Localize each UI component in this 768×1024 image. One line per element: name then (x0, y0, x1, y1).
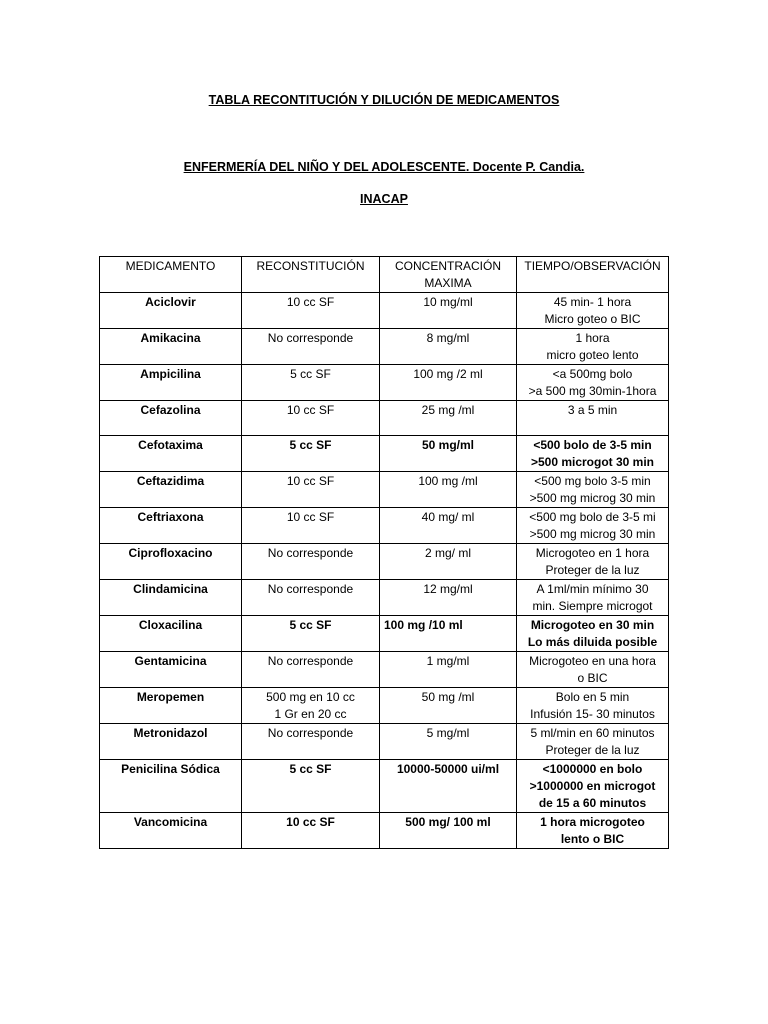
header-concentracion-line1: CONCENTRACIÓN (394, 259, 501, 273)
observacion-line: min. Siempre microgot (532, 599, 653, 613)
cell-reconstitucion: 10 cc SF (242, 472, 380, 508)
table-row (100, 688, 669, 724)
cell-observacion (517, 293, 669, 329)
observacion-line: 45 min- 1 hora (553, 295, 632, 309)
document-subtitle: ENFERMERÍA DEL NIÑO Y DEL ADOLESCENTE. Docente P. Candia. (183, 160, 585, 174)
cell-reconstitucion: No corresponde (242, 329, 380, 365)
cell-medicamento: Meropemen (100, 688, 242, 724)
document-title: TABLA RECONTITUCIÓN Y DILUCIÓN DE MEDICAMENTOS (208, 93, 560, 107)
table-header-row (100, 257, 669, 293)
observacion-line: de 15 a 60 minutos (538, 796, 647, 810)
cell-medicamento: Ceftriaxona (100, 508, 242, 544)
cell-observacion (517, 616, 669, 652)
table-row (100, 365, 669, 401)
observacion-line: Proteger de la luz (545, 563, 640, 577)
cell-reconstitucion: No corresponde (242, 724, 380, 760)
observacion-line: <a 500mg bolo (552, 367, 633, 381)
cell-medicamento: Amikacina (100, 329, 242, 365)
table-row (100, 329, 669, 365)
table-row (100, 508, 669, 544)
observacion-line: >500 microgot 30 min (530, 455, 655, 469)
observacion-line: 1 hora microgoteo (540, 815, 645, 829)
cell-observacion (517, 401, 669, 436)
table-row (100, 544, 669, 580)
institution-name: INACAP (360, 192, 408, 206)
cell-concentracion: 40 mg/ ml (380, 508, 517, 544)
observacion-line: 1 hora (575, 331, 610, 345)
cell-observacion (517, 365, 669, 401)
cell-concentracion: 10000-50000 ui/ml (380, 760, 517, 813)
observacion-line: Microgoteo en una hora (529, 654, 656, 668)
table-row (100, 652, 669, 688)
cell-concentracion: 8 mg/ml (380, 329, 517, 365)
cell-observacion (517, 724, 669, 760)
observacion-line: >500 mg microg 30 min (529, 527, 656, 541)
cell-concentracion: 25 mg /ml (380, 401, 517, 436)
observacion-line: >a 500 mg 30min-1hora (528, 384, 657, 398)
table-row (100, 436, 669, 472)
table-row (100, 293, 669, 329)
cell-concentracion: 50 mg /ml (380, 688, 517, 724)
cell-observacion (517, 580, 669, 616)
reconstitucion-line: 500 mg en 10 cc (266, 690, 355, 704)
cell-medicamento: Cefotaxima (100, 436, 242, 472)
cell-medicamento: Cefazolina (100, 401, 242, 436)
cell-reconstitucion: No corresponde (242, 580, 380, 616)
table-row (100, 580, 669, 616)
cell-medicamento: Gentamicina (100, 652, 242, 688)
observacion-line: Proteger de la luz (545, 743, 640, 757)
cell-concentracion: 1 mg/ml (380, 652, 517, 688)
header-concentracion (380, 257, 517, 293)
cell-concentracion: 12 mg/ml (380, 580, 517, 616)
cell-concentracion: 50 mg/ml (380, 436, 517, 472)
observacion-line: Microgoteo en 30 min (530, 618, 655, 632)
table-row (100, 724, 669, 760)
table-row (100, 760, 669, 813)
observacion-line: o BIC (577, 671, 608, 685)
cell-medicamento: Clindamicina (100, 580, 242, 616)
cell-medicamento: Aciclovir (100, 293, 242, 329)
cell-reconstitucion: 10 cc SF (242, 813, 380, 849)
observacion-line: >1000000 en microgot (529, 779, 656, 793)
observacion-line: <500 bolo de 3-5 min (533, 438, 652, 452)
cell-medicamento: Cloxacilina (100, 616, 242, 652)
cell-reconstitucion: 5 cc SF (242, 616, 380, 652)
cell-reconstitucion: No corresponde (242, 544, 380, 580)
reconstitucion-line: 1 Gr en 20 cc (274, 707, 347, 721)
medication-table (99, 256, 669, 849)
cell-concentracion: 10 mg/ml (380, 293, 517, 329)
observacion-line: Micro goteo o BIC (544, 312, 641, 326)
cell-medicamento: Ceftazidima (100, 472, 242, 508)
cell-observacion (517, 813, 669, 849)
observacion-line: <500 mg bolo 3-5 min (534, 474, 651, 488)
cell-concentracion: 100 mg /ml (380, 472, 517, 508)
observacion-line: Microgoteo en 1 hora (535, 546, 650, 560)
header-reconstitucion: RECONSTITUCIÓN (242, 257, 380, 293)
observacion-line: Bolo en 5 min (555, 690, 630, 704)
header-concentracion-line2: MAXIMA (424, 276, 472, 290)
observacion-line: 3 a 5 min (567, 403, 618, 417)
observacion-line: lento o BIC (560, 832, 625, 846)
observacion-line: Infusión 15- 30 minutos (530, 707, 655, 721)
cell-observacion (517, 652, 669, 688)
cell-reconstitucion: 10 cc SF (242, 293, 380, 329)
cell-observacion (517, 544, 669, 580)
cell-observacion (517, 329, 669, 365)
cell-medicamento: Ciprofloxacino (100, 544, 242, 580)
cell-concentracion: 5 mg/ml (380, 724, 517, 760)
cell-observacion (517, 760, 669, 813)
cell-reconstitucion: 5 cc SF (242, 760, 380, 813)
cell-concentracion: 2 mg/ ml (380, 544, 517, 580)
cell-medicamento: Metronidazol (100, 724, 242, 760)
cell-observacion (517, 472, 669, 508)
cell-reconstitucion (242, 688, 380, 724)
cell-reconstitucion: No corresponde (242, 652, 380, 688)
cell-reconstitucion: 5 cc SF (242, 436, 380, 472)
header-medicamento: MEDICAMENTO (100, 257, 242, 293)
cell-medicamento: Ampicilina (100, 365, 242, 401)
observacion-line: <500 mg bolo de 3-5 mi (529, 510, 656, 524)
cell-reconstitucion: 10 cc SF (242, 401, 380, 436)
cell-reconstitucion: 5 cc SF (242, 365, 380, 401)
observacion-line: 5 ml/min en 60 minutos (530, 726, 655, 740)
table-row (100, 472, 669, 508)
cell-medicamento: Vancomicina (100, 813, 242, 849)
cell-concentracion: 100 mg /10 ml (380, 616, 517, 652)
table-row (100, 813, 669, 849)
observacion-line: >500 mg microg 30 min (529, 491, 656, 505)
observacion-line: micro goteo lento (546, 348, 639, 362)
cell-concentracion: 100 mg /2 ml (380, 365, 517, 401)
cell-observacion (517, 508, 669, 544)
observacion-line: <1000000 en bolo (542, 762, 643, 776)
cell-medicamento: Penicilina Sódica (100, 760, 242, 813)
cell-observacion (517, 688, 669, 724)
table-row (100, 401, 669, 436)
table-row (100, 616, 669, 652)
header-tiempo-observacion: TIEMPO/OBSERVACIÓN (517, 257, 669, 293)
cell-reconstitucion: 10 cc SF (242, 508, 380, 544)
observacion-line: A 1ml/min mínimo 30 (536, 582, 649, 596)
cell-concentracion: 500 mg/ 100 ml (380, 813, 517, 849)
observacion-line: Lo más diluida posible (527, 635, 658, 649)
cell-observacion (517, 436, 669, 472)
